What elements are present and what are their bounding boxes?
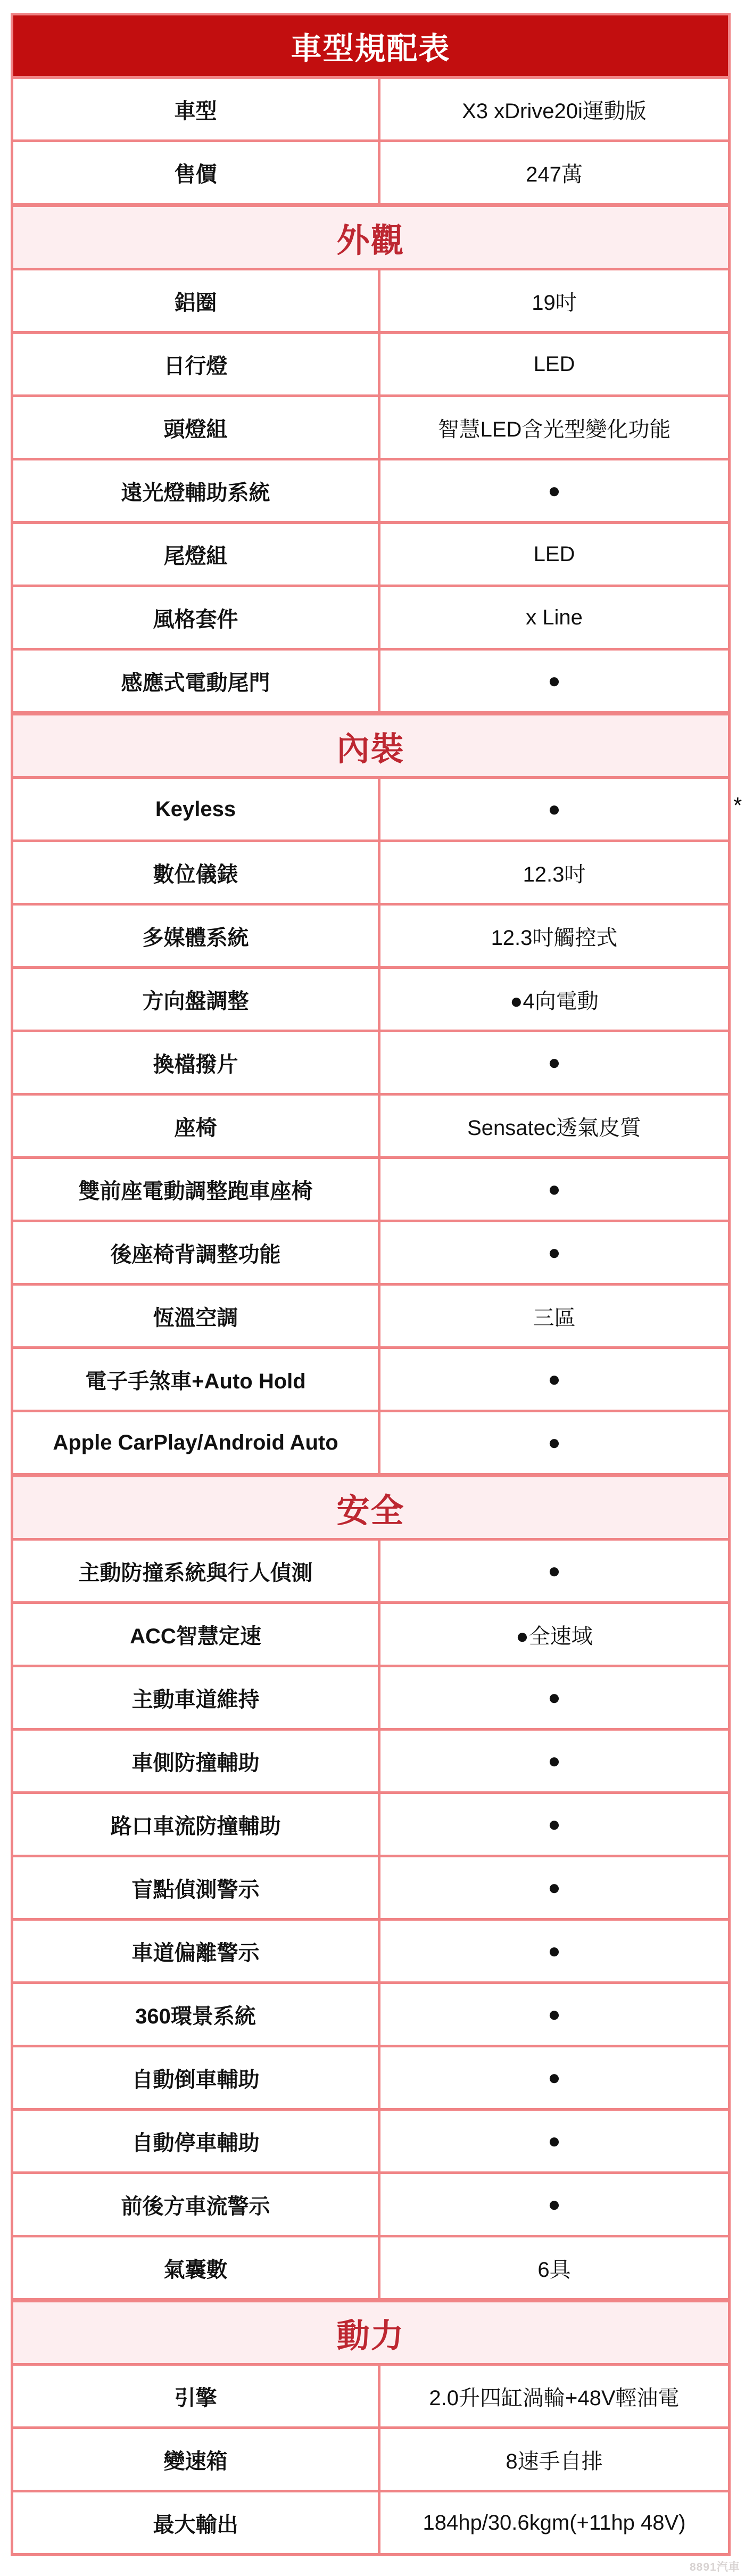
spec-row [13, 2426, 728, 2490]
spec-row [13, 1283, 728, 1346]
spec-label: 變速箱 [13, 2429, 380, 2490]
spec-label: 風格套件 [13, 587, 380, 648]
spec-value: 智慧LED含光型變化功能 [437, 417, 671, 441]
spec-label: 盲點偵測警示 [13, 1857, 380, 1918]
spec-value: Sensatec透氣皮質 [467, 1116, 641, 1140]
spec-label: 恆溫空調 [13, 1286, 380, 1346]
watermark-logo: 8891汽車 [690, 2561, 740, 2573]
spec-row [13, 1030, 728, 1093]
spec-label: 前後方車流警示 [13, 2174, 380, 2235]
spec-value: ● [548, 1177, 561, 1201]
spec-label: 頭燈組 [13, 397, 380, 458]
spec-value: ● [548, 2192, 561, 2216]
table-title: 車型規配表 [291, 31, 451, 66]
spec-value: LED [533, 542, 575, 566]
spec-value: ● [548, 1939, 561, 1963]
spec-label: 車側防撞輔助 [13, 1731, 380, 1791]
spec-row [13, 1791, 728, 1855]
spec-row [13, 1220, 728, 1283]
spec-row [13, 1093, 728, 1156]
spec-row [13, 1346, 728, 1410]
spec-value: 三區 [533, 1306, 576, 1330]
spec-row [13, 1918, 728, 1981]
spec-label: 遠光燈輔助系統 [13, 460, 380, 521]
spec-label: 日行燈 [13, 334, 380, 394]
spec-row [13, 2045, 728, 2108]
spec-label: 尾燈組 [13, 524, 380, 585]
spec-value: ● [548, 479, 561, 503]
spec-label: 車道偏離警示 [13, 1921, 380, 1981]
spec-value: ● [548, 2129, 561, 2153]
spec-row [13, 76, 728, 139]
spec-label: Apple CarPlay/Android Auto [13, 1412, 380, 1473]
spec-value: ● [548, 2065, 561, 2089]
spec-row [13, 268, 728, 331]
spec-label: Keyless [13, 779, 380, 840]
spec-value: ● [548, 1875, 561, 1899]
spec-row [13, 648, 728, 711]
spec-row [13, 1410, 728, 1473]
spec-row [13, 966, 728, 1030]
spec-label: 車型 [13, 79, 380, 139]
spec-row [13, 1981, 728, 2045]
spec-label: 數位儀錶 [13, 842, 380, 903]
spec-label: 座椅 [13, 1096, 380, 1156]
spec-value: 184hp/30.6kgm(+11hp 48V) [423, 2511, 686, 2534]
spec-row [13, 394, 728, 458]
spec-value: 247萬 [526, 162, 583, 186]
spec-value: ● [548, 1559, 561, 1583]
spec-label: 主動防撞系統與行人偵測 [13, 1541, 380, 1601]
table-title-row [13, 15, 728, 76]
spec-row [13, 585, 728, 648]
spec-value: ● [548, 1685, 561, 1709]
spec-value: x Line [526, 605, 583, 629]
spec-row [13, 840, 728, 903]
spec-value: 2.0升四缸渦輪+48V輕油電 [429, 2386, 680, 2410]
spec-label: 氣囊數 [13, 2237, 380, 2298]
spec-table [11, 13, 731, 2556]
spec-label: 感應式電動尾門 [13, 651, 380, 711]
spec-value: 12.3吋 [523, 862, 586, 886]
spec-label: 最大輸出 [13, 2492, 380, 2553]
spec-row [13, 1601, 728, 1665]
spec-row [13, 1728, 728, 1791]
spec-label: 自動倒車輔助 [13, 2047, 380, 2108]
section-title: 動力 [336, 2317, 405, 2355]
spec-value: ● [548, 669, 561, 693]
spec-label: 方向盤調整 [13, 969, 380, 1030]
section-header-row [13, 1473, 728, 1538]
section-header-row [13, 203, 728, 268]
spec-label: 鋁圈 [13, 270, 380, 331]
spec-row [13, 458, 728, 521]
spec-label: 電子手煞車+Auto Hold [13, 1349, 380, 1410]
spec-row [13, 2171, 728, 2235]
spec-row [13, 331, 728, 394]
spec-row [13, 2363, 728, 2426]
spec-label: 售價 [13, 142, 380, 203]
spec-label: ACC智慧定速 [13, 1604, 380, 1665]
spec-row [13, 2235, 728, 2298]
spec-label: 自動停車輔助 [13, 2111, 380, 2171]
spec-value: ● [548, 1240, 561, 1264]
spec-row [13, 1855, 728, 1918]
footnote-asterisk: * [733, 793, 742, 818]
spec-label: 多媒體系統 [13, 906, 380, 966]
spec-value: ● [548, 1367, 561, 1391]
section-header-row [13, 2298, 728, 2363]
spec-value: 8速手自排 [506, 2449, 603, 2473]
spec-row [13, 139, 728, 203]
section-title: 安全 [336, 1492, 405, 1529]
spec-label: 360環景系統 [13, 1984, 380, 2045]
spec-value: LED [533, 352, 575, 376]
spec-row [13, 521, 728, 585]
spec-label: 雙前座電動調整跑車座椅 [13, 1159, 380, 1220]
spec-value: ● [548, 1050, 561, 1074]
spec-row [13, 1538, 728, 1601]
section-title: 外觀 [336, 222, 405, 259]
spec-row [13, 903, 728, 966]
spec-row [13, 1665, 728, 1728]
spec-value: 12.3吋觸控式 [491, 926, 618, 950]
spec-value: X3 xDrive20i運動版 [462, 99, 647, 123]
spec-value: ● [548, 2002, 561, 2026]
spec-label: 引擎 [13, 2366, 380, 2426]
spec-value: ● [548, 1749, 561, 1773]
section-header-row [13, 711, 728, 776]
spec-row [13, 776, 728, 840]
spec-row [13, 1156, 728, 1220]
spec-value: ● [548, 1430, 561, 1454]
spec-value: 19吋 [532, 291, 577, 315]
section-title: 內裝 [336, 730, 405, 768]
spec-label: 換檔撥片 [13, 1032, 380, 1093]
spec-value: ● [548, 797, 561, 821]
spec-label: 路口車流防撞輔助 [13, 1794, 380, 1855]
spec-value: ●4向電動 [510, 989, 599, 1013]
spec-value: ●全速域 [516, 1624, 593, 1648]
spec-row [13, 2490, 728, 2553]
spec-value: ● [548, 1812, 561, 1836]
spec-label: 主動車道維持 [13, 1667, 380, 1728]
spec-value: 6具 [537, 2258, 571, 2282]
spec-row [13, 2108, 728, 2171]
spec-label: 後座椅背調整功能 [13, 1222, 380, 1283]
